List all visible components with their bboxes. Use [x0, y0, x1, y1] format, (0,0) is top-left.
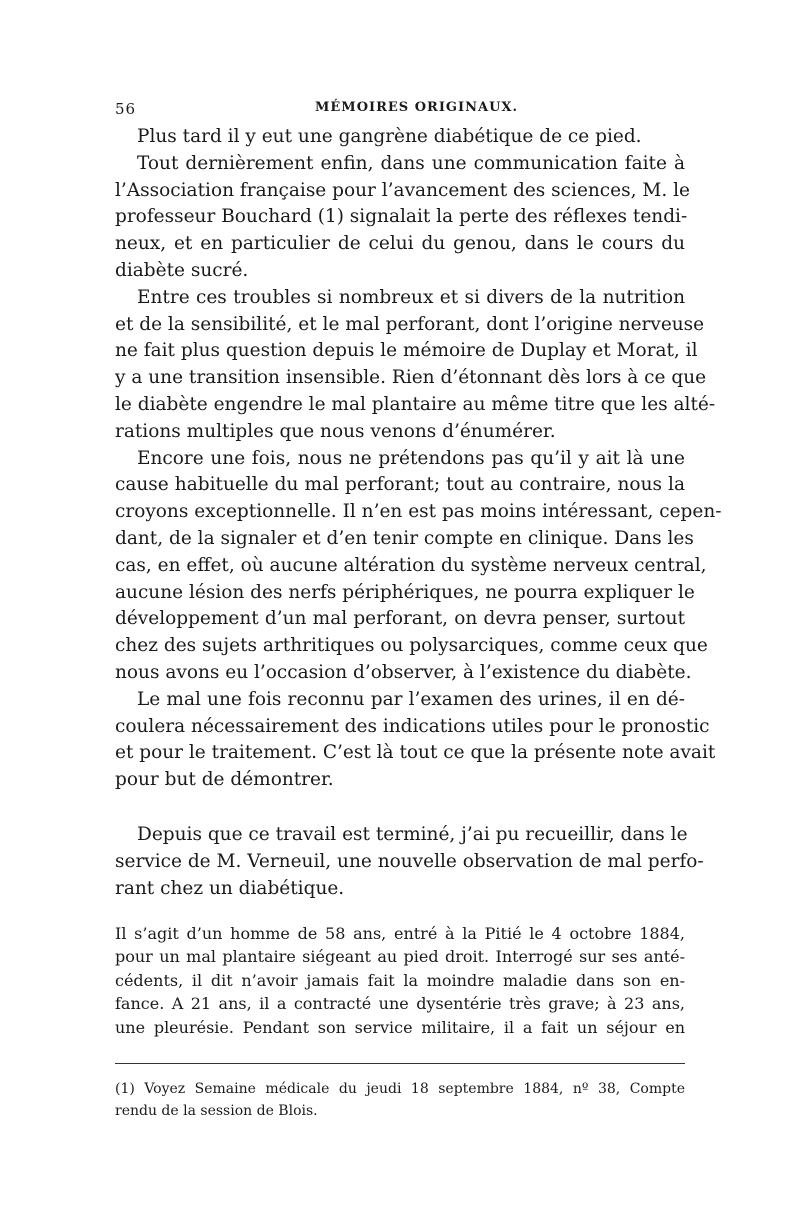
text-line: fance. A 21 ans, il a contracté une dysentérie très grave; à 23 ans, — [115, 994, 685, 1014]
observation-text — [115, 922, 685, 1039]
text-line: diabète sucré. — [115, 259, 249, 281]
text-line: pour un mal plantaire siégeant au pied droit. Interrogé sur ses anté- — [115, 947, 685, 967]
footnote-line: (1) Voyez Semaine médicale du jeudi 18 septembre 1884, nº 38, Compte — [115, 1081, 685, 1097]
text-line: rant chez un diabétique. — [115, 877, 345, 899]
text-line: Depuis que ce travail est terminé, j’ai pu recueillir, dans le — [137, 823, 688, 845]
footnote-line: rendu de la session de Blois. — [115, 1103, 318, 1119]
text-line: dant, de la signaler et d’en tenir compte en clinique. Dans les — [115, 527, 694, 549]
paragraph-gap — [115, 794, 685, 822]
text-line: Tout dernièrement enfin, dans une communication faite à — [137, 152, 685, 174]
text-line: le diabète engendre le mal plantaire au même titre que les alté- — [115, 393, 716, 415]
text-line: neux, et en particulier de celui du genou, dans le cours du — [115, 233, 685, 255]
text-line: aucune lésion des nerfs périphériques, ne pourra expliquer le — [115, 581, 695, 603]
footnote-divider — [115, 1063, 685, 1064]
text-line: et de la sensibilité, et le mal perforant, dont l’origine nerveuse — [115, 313, 705, 335]
text-line: Le mal une fois reconnu par l’examen des urines, il en dé- — [137, 688, 685, 710]
text-line: Il s’agit d’un homme de 58 ans, entré à la Pitié le 4 octobre 1884, — [115, 924, 685, 943]
text-line: y a une transition insensible. Rien d’étonnant dès lors à ce que — [115, 367, 707, 389]
text-line: cédents, il dit n’avoir jamais fait la moindre maladie dans son en- — [115, 970, 685, 990]
text-line: cas, en effet, où aucune altération du système nerveux central, — [115, 554, 707, 576]
text-line: l’Association française pour l’avancement des sciences, M. le — [115, 179, 690, 201]
page-number: 56 — [115, 100, 137, 118]
text-line: croyons exceptionnelle. Il n’en est pas moins intéressant, cepen- — [115, 501, 722, 523]
text-line: nous avons eu l’occasion d’observer, à l’existence du diabète. — [115, 661, 692, 683]
text-line: coulera nécessairement des indications utiles pour le pronostic — [115, 715, 710, 737]
text-line: Encore une fois, nous ne prétendons pas qu’il y ait là une — [137, 447, 685, 469]
footnote — [115, 1078, 685, 1122]
main-text — [115, 124, 722, 902]
text-line: une pleurésie. Pendant son service militaire, il a fait un séjour en — [115, 1017, 685, 1037]
page-header — [115, 100, 685, 124]
text-line: professeur Bouchard (1) signalait la perte des réflexes tendi- — [115, 206, 688, 228]
text-line: ne fait plus question depuis le mémoire de Duplay et Morat, il — [115, 340, 698, 362]
text-line: pour but de démontrer. — [115, 769, 334, 791]
text-line: développement d’un mal perforant, on devra penser, surtout — [115, 608, 685, 630]
text-line: et pour le traitement. C’est là tout ce que la présente note avait — [115, 742, 716, 764]
text-line: Plus tard il y eut une gangrène diabétique de ce pied. — [137, 126, 642, 147]
text-line: chez des sujets arthritiques ou polysarciques, comme ceux que — [115, 635, 708, 657]
text-line: Entre ces troubles si nombreux et si divers de la nutrition — [137, 286, 685, 308]
running-title: MÉMOIRES ORIGINAUX. — [315, 100, 519, 115]
text-line: cause habituelle du mal perforant; tout au contraire, nous la — [115, 474, 685, 496]
text-line: service de M. Verneuil, une nouvelle observation de mal perfo- — [115, 850, 704, 872]
text-line: rations multiples que nous venons d’énumérer. — [115, 420, 556, 442]
